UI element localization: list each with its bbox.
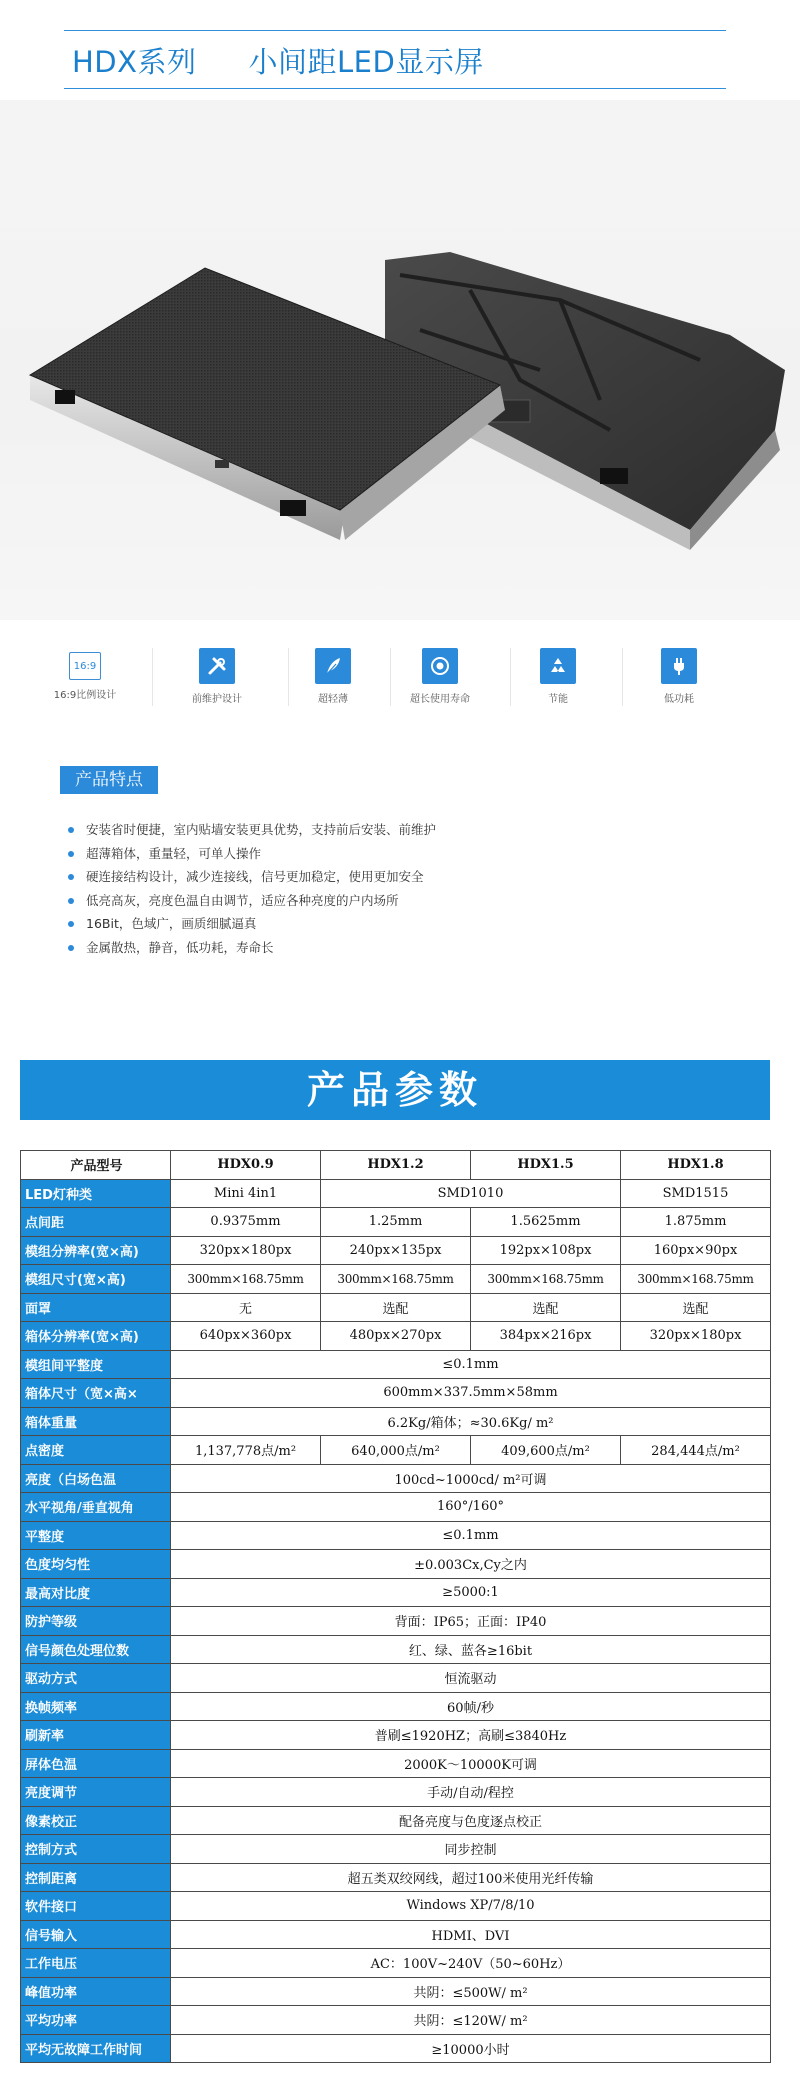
table-row	[21, 1208, 771, 1237]
table-cell: 配备亮度与色度逐点校正	[171, 1806, 771, 1835]
table-cell: HDX0.9	[171, 1151, 321, 1180]
table-cell: ≥10000小时	[171, 2034, 771, 2063]
table-row	[21, 2006, 771, 2035]
table-cell-label: 点间距	[21, 1208, 171, 1237]
characteristics-list	[66, 818, 436, 960]
table-cell-label: 色度均匀性	[21, 1550, 171, 1579]
table-cell: 640px×360px	[171, 1322, 321, 1351]
table-cell-label: 模组间平整度	[21, 1350, 171, 1379]
table-cell-label: 信号输入	[21, 1920, 171, 1949]
table-cell: 192px×108px	[471, 1236, 621, 1265]
table-row	[21, 1977, 771, 2006]
list-item: 16Bit，色域广，画质细腻逼真	[66, 912, 436, 936]
table-cell: 1.875mm	[621, 1208, 771, 1237]
table-cell: 300mm×168.75mm	[471, 1265, 621, 1294]
table-row	[21, 1806, 771, 1835]
header-bottom-line	[64, 88, 726, 89]
feature-icons-row	[40, 648, 760, 708]
table-row	[21, 1607, 771, 1636]
table-row	[21, 1721, 771, 1750]
table-cell: 300mm×168.75mm	[621, 1265, 771, 1294]
table-row	[21, 1493, 771, 1522]
table-row	[21, 1578, 771, 1607]
table-cell: ≥5000:1	[171, 1578, 771, 1607]
table-cell-label: LED灯种类	[21, 1179, 171, 1208]
table-cell-label: 平均无故障工作时间	[21, 2034, 171, 2063]
table-row	[21, 1949, 771, 1978]
feature-divider	[510, 648, 511, 706]
table-cell: SMD1515	[621, 1179, 771, 1208]
table-row	[21, 1521, 771, 1550]
table-cell-label: 水平视角/垂直视角	[21, 1493, 171, 1522]
table-row	[21, 1664, 771, 1693]
table-cell: 240px×135px	[321, 1236, 471, 1265]
table-cell-label: 平均功率	[21, 2006, 171, 2035]
feature-label: 16:9比例设计	[53, 690, 117, 701]
feature-energy-saving	[513, 648, 603, 705]
table-cell: 300mm×168.75mm	[171, 1265, 321, 1294]
table-cell: 选配	[471, 1293, 621, 1322]
table-cell: 共阴：≤120W/ m²	[171, 2006, 771, 2035]
lifespan-icon	[422, 648, 458, 684]
table-cell: HDX1.2	[321, 1151, 471, 1180]
table-row	[21, 1407, 771, 1436]
table-cell: Mini 4in1	[171, 1179, 321, 1208]
table-row	[21, 1835, 771, 1864]
table-row	[21, 1863, 771, 1892]
table-cell: HDX1.5	[471, 1151, 621, 1180]
table-row	[21, 1322, 771, 1351]
tools-icon	[199, 648, 235, 684]
table-cell: 160°/160°	[171, 1493, 771, 1522]
table-cell: 手动/自动/程控	[171, 1778, 771, 1807]
table-cell: 0.9375mm	[171, 1208, 321, 1237]
table-cell-label: 箱体分辨率(宽×高)	[21, 1322, 171, 1351]
feature-divider	[152, 648, 153, 706]
list-item: 硬连接结构设计，减少连接线，信号更加稳定，使用更加安全	[66, 865, 436, 889]
table-cell: 背面：IP65；正面：IP40	[171, 1607, 771, 1636]
table-cell: 100cd~1000cd/ m²可调	[171, 1464, 771, 1493]
list-item: 低亮高灰，亮度色温自由调节，适应各种亮度的户内场所	[66, 889, 436, 913]
table-cell: 160px×90px	[621, 1236, 771, 1265]
table-row	[21, 2034, 771, 2063]
table-cell: 480px×270px	[321, 1322, 471, 1351]
params-banner: 产品参数	[20, 1060, 770, 1120]
feather-icon	[315, 648, 351, 684]
table-cell-label: 模组分辨率(宽×高)	[21, 1236, 171, 1265]
table-row	[21, 1179, 771, 1208]
feature-label: 低功耗	[664, 694, 694, 705]
characteristics-title: 产品特点	[60, 766, 158, 794]
table-cell: 640,000点/m²	[321, 1436, 471, 1465]
table-cell-label: 产品型号	[21, 1151, 171, 1180]
table-row	[21, 1778, 771, 1807]
table-cell-label: 亮度（白场色温	[21, 1464, 171, 1493]
table-cell: 320px×180px	[621, 1322, 771, 1351]
table-cell: 同步控制	[171, 1835, 771, 1864]
table-cell-label: 箱体尺寸（宽×高×	[21, 1379, 171, 1408]
table-cell: 选配	[621, 1293, 771, 1322]
table-row	[21, 1692, 771, 1721]
table-cell-label: 换帧频率	[21, 1692, 171, 1721]
table-cell: 6.2Kg/箱体；≈30.6Kg/ m²	[171, 1407, 771, 1436]
table-cell-label: 点密度	[21, 1436, 171, 1465]
recycle-icon	[540, 648, 576, 684]
table-cell-label: 屏体色温	[21, 1749, 171, 1778]
table-cell-label: 控制距离	[21, 1863, 171, 1892]
table-row	[21, 1920, 771, 1949]
feature-long-life	[395, 648, 485, 705]
table-row	[21, 1265, 771, 1294]
table-row	[21, 1749, 771, 1778]
table-cell: 600mm×337.5mm×58mm	[171, 1379, 771, 1408]
table-cell-label: 工作电压	[21, 1949, 171, 1978]
feature-front-maintenance	[172, 648, 262, 705]
page-title	[72, 40, 484, 80]
table-cell: 1.25mm	[321, 1208, 471, 1237]
table-cell-label: 面罩	[21, 1293, 171, 1322]
table-cell: 选配	[321, 1293, 471, 1322]
table-row	[21, 1293, 771, 1322]
table-cell: ±0.003Cx,Cy之内	[171, 1550, 771, 1579]
params-table	[20, 1150, 771, 2063]
table-cell: 恒流驱动	[171, 1664, 771, 1693]
table-row	[21, 1892, 771, 1921]
list-item: 超薄箱体，重量轻，可单人操作	[66, 842, 436, 866]
table-cell: 300mm×168.75mm	[321, 1265, 471, 1294]
list-item: 金属散热，静音，低功耗，寿命长	[66, 936, 436, 960]
table-cell-label: 防护等级	[21, 1607, 171, 1636]
table-cell-label: 信号颜色处理位数	[21, 1635, 171, 1664]
table-cell: SMD1010	[321, 1179, 621, 1208]
feature-ultra-thin	[288, 648, 378, 705]
plug-icon	[661, 648, 697, 684]
feature-label: 超轻薄	[318, 694, 348, 705]
product-subtitle: 小间距LED显示屏	[248, 44, 484, 79]
table-cell: 普刷≤1920HZ；高刷≤3840Hz	[171, 1721, 771, 1750]
table-cell: 320px×180px	[171, 1236, 321, 1265]
table-cell: 384px×216px	[471, 1322, 621, 1351]
ratio-16-9-icon: 16:9	[69, 652, 101, 680]
table-cell: 超五类双绞网线，超过100米使用光纤传输	[171, 1863, 771, 1892]
table-cell: ≤0.1mm	[171, 1350, 771, 1379]
table-cell: Windows XP/7/8/10	[171, 1892, 771, 1921]
feature-label: 超长使用寿命	[410, 694, 470, 705]
table-cell-label: 最高对比度	[21, 1578, 171, 1607]
feature-label: 节能	[548, 694, 568, 705]
table-cell: 1.5625mm	[471, 1208, 621, 1237]
table-cell-label: 软件接口	[21, 1892, 171, 1921]
feature-ratio	[40, 648, 130, 701]
table-cell: AC：100V~240V（50~60Hz）	[171, 1949, 771, 1978]
table-cell-label: 亮度调节	[21, 1778, 171, 1807]
table-cell-label: 像素校正	[21, 1806, 171, 1835]
table-cell-label: 峰值功率	[21, 1977, 171, 2006]
table-cell: HDX1.8	[621, 1151, 771, 1180]
feature-label: 前维护设计	[192, 694, 242, 705]
table-cell-label: 箱体重量	[21, 1407, 171, 1436]
table-row	[21, 1635, 771, 1664]
table-row	[21, 1436, 771, 1465]
table-cell: ≤0.1mm	[171, 1521, 771, 1550]
table-cell-label: 平整度	[21, 1521, 171, 1550]
table-cell: 409,600点/m²	[471, 1436, 621, 1465]
product-image	[0, 100, 800, 620]
list-item: 安装省时便捷，室内贴墙安装更具优势，支持前后安装、前维护	[66, 818, 436, 842]
table-row	[21, 1550, 771, 1579]
table-row	[21, 1464, 771, 1493]
table-cell-label: 刷新率	[21, 1721, 171, 1750]
table-row	[21, 1379, 771, 1408]
table-cell: 284,444点/m²	[621, 1436, 771, 1465]
table-cell: 共阴：≤500W/ m²	[171, 1977, 771, 2006]
table-cell: 2000K～10000K可调	[171, 1749, 771, 1778]
table-cell: HDMI、DVI	[171, 1920, 771, 1949]
table-row	[21, 1151, 771, 1180]
table-cell: 红、绿、蓝各≥16bit	[171, 1635, 771, 1664]
feature-divider	[390, 648, 391, 706]
table-cell: 60帧/秒	[171, 1692, 771, 1721]
table-cell-label: 驱动方式	[21, 1664, 171, 1693]
series-name: HDX系列	[72, 44, 197, 79]
feature-divider	[622, 648, 623, 706]
led-cabinet-illustration	[0, 100, 800, 620]
header-top-line	[64, 30, 726, 31]
table-cell-label: 控制方式	[21, 1835, 171, 1864]
table-row	[21, 1350, 771, 1379]
table-cell: 1,137,778点/m²	[171, 1436, 321, 1465]
table-cell-label: 模组尺寸(宽×高)	[21, 1265, 171, 1294]
feature-low-power	[634, 648, 724, 705]
table-row	[21, 1236, 771, 1265]
table-cell: 无	[171, 1293, 321, 1322]
